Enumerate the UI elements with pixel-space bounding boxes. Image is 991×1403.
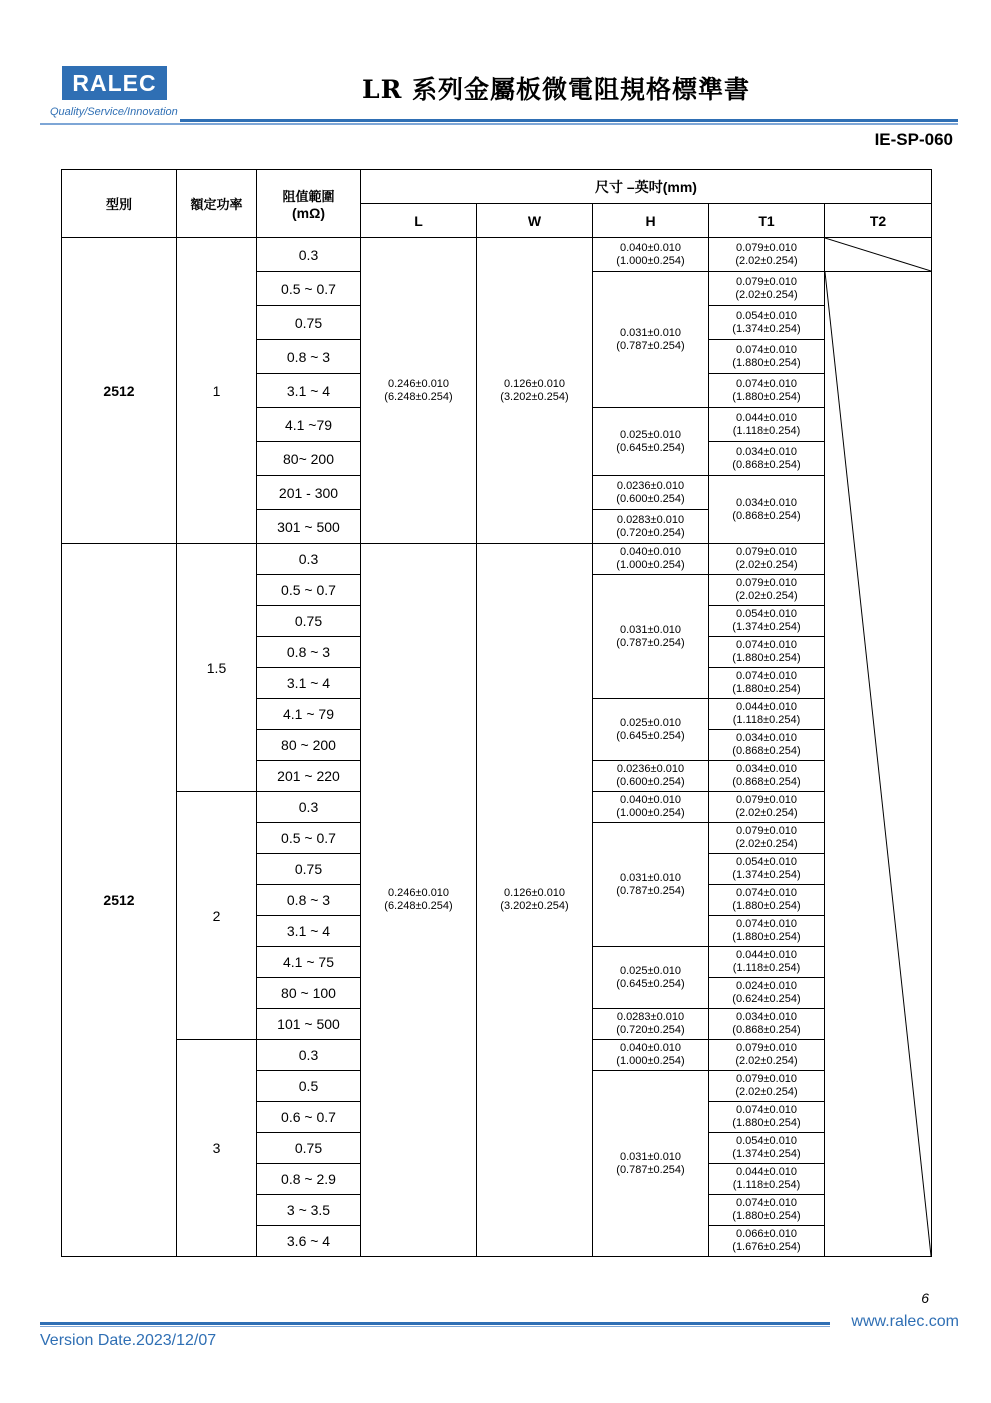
H-cell [593,947,709,1009]
H-mm: (1.000±0.254) [616,807,685,819]
H-mm: (0.720±0.254) [616,526,685,539]
header-range-unit: (mΩ) [292,205,325,221]
T1-cell [709,730,825,761]
footer-rule [40,1322,830,1325]
range-cell: 4.1 ~ 79 [257,699,361,730]
range-cell: 3.1 ~ 4 [257,374,361,408]
range-cell: 0.8 ~ 3 [257,885,361,916]
T1-inch: 0.054±0.010 [735,608,798,620]
T1-mm: (2.02±0.254) [735,590,798,602]
H-cell [593,272,709,408]
T2-na-cell [825,238,932,272]
H-cell [593,510,709,544]
T1-inch: 0.054±0.010 [735,309,798,322]
W-mm: (3.202±0.254) [500,900,569,912]
T1-cell [709,668,825,699]
T1-mm: (1.118±0.254) [732,962,801,974]
range-cell: 3.1 ~ 4 [257,916,361,947]
H-inch: 0.0283±0.010 [616,513,685,526]
T1-mm: (1.880±0.254) [732,390,801,403]
T1-inch: 0.079±0.010 [735,1042,798,1054]
T1-cell [709,699,825,730]
T1-mm: (1.676±0.254) [732,1241,801,1253]
T1-inch: 0.074±0.010 [735,377,798,390]
T1-inch: 0.054±0.010 [735,1135,798,1147]
T1-cell [709,1009,825,1040]
T1-cell [709,854,825,885]
T1-inch: 0.079±0.010 [735,794,798,806]
H-cell [593,1009,709,1040]
T1-mm: (0.868±0.254) [732,745,801,757]
H-inch: 0.031±0.010 [619,326,682,339]
T1-inch: 0.034±0.010 [735,445,798,458]
range-cell: 4.1 ~ 75 [257,947,361,978]
T1-cell [709,1164,825,1195]
T1-inch: 0.034±0.010 [735,763,798,775]
model-cell: 2512 [62,238,177,544]
spec-table [61,169,932,1257]
T1-mm: (1.880±0.254) [732,931,801,943]
T1-inch: 0.079±0.010 [735,577,798,589]
T1-mm: (0.868±0.254) [732,1024,801,1036]
H-inch: 0.0236±0.010 [616,479,685,492]
T1-cell [709,761,825,792]
T1-cell [709,606,825,637]
range-cell: 0.8 ~ 3 [257,340,361,374]
L-cell [361,238,477,544]
H-cell [593,408,709,476]
H-inch: 0.031±0.010 [619,623,682,636]
range-cell: 80~ 200 [257,442,361,476]
T1-inch: 0.074±0.010 [735,887,798,899]
header-row-1 [62,170,932,204]
W-mm: (3.202±0.254) [500,390,569,403]
T1-cell [709,978,825,1009]
H-mm: (0.787±0.254) [616,884,685,897]
T1-mm: (1.880±0.254) [732,1117,801,1129]
T1-inch: 0.074±0.010 [735,343,798,356]
range-cell: 80 ~ 200 [257,730,361,761]
range-cell: 0.8 ~ 3 [257,637,361,668]
T1-mm: (1.880±0.254) [732,900,801,912]
H-cell [593,823,709,947]
T1-mm: (1.880±0.254) [732,652,801,664]
T1-mm: (0.868±0.254) [732,458,801,471]
header-H: H [593,204,709,238]
range-cell: 0.75 [257,606,361,637]
H-mm: (1.000±0.254) [616,254,685,267]
power-cell: 1.5 [177,544,257,792]
H-cell [593,544,709,575]
H-cell [593,792,709,823]
W-inch: 0.126±0.010 [503,377,566,390]
version-date: Version Date.2023/12/07 [40,1332,217,1349]
H-mm: (0.645±0.254) [616,441,685,454]
T1-mm: (2.02±0.254) [735,288,798,301]
H-inch: 0.040±0.010 [619,241,682,254]
T1-mm: (0.624±0.254) [732,993,801,1005]
document-code: IE-SP-060 [874,130,953,149]
logo-tagline: Quality/Service/Innovation [50,106,178,118]
T1-mm: (2.02±0.254) [735,559,798,571]
header-W: W [477,204,593,238]
range-cell: 0.3 [257,544,361,575]
H-inch: 0.031±0.010 [619,871,682,884]
range-cell: 201 - 300 [257,476,361,510]
header-L: L [361,204,477,238]
H-inch: 0.025±0.010 [619,428,682,441]
H-inch: 0.040±0.010 [619,546,682,558]
range-cell: 101 ~ 500 [257,1009,361,1040]
ralec-logo: RALEC [62,66,167,100]
H-mm: (0.787±0.254) [616,636,685,649]
T2-na-slash [825,272,931,1256]
model-cell: 2512 [62,544,177,1257]
range-cell: 0.75 [257,854,361,885]
range-cell: 0.3 [257,1040,361,1071]
T2-na-cell [825,272,932,1257]
T1-mm: (1.374±0.254) [732,869,801,881]
T1-mm: (1.118±0.254) [732,714,801,726]
H-cell [593,1040,709,1071]
H-mm: (1.000±0.254) [616,559,685,571]
T1-inch: 0.074±0.010 [735,670,798,682]
range-cell: 0.3 [257,238,361,272]
website-link[interactable]: www.ralec.com [851,1313,959,1330]
T1-cell [709,1226,825,1257]
T1-cell [709,476,825,544]
range-cell: 0.3 [257,792,361,823]
H-cell [593,1071,709,1257]
T1-mm: (1.880±0.254) [732,1210,801,1222]
T1-mm: (1.374±0.254) [732,621,801,633]
H-mm: (0.600±0.254) [616,492,685,505]
T1-cell [709,544,825,575]
header-T1: T1 [709,204,825,238]
H-cell [593,238,709,272]
T1-inch: 0.044±0.010 [735,1166,798,1178]
T1-cell [709,637,825,668]
T1-cell [709,947,825,978]
header-rule-thin [40,123,958,125]
T1-mm: (1.880±0.254) [732,356,801,369]
header-range [257,170,361,238]
T1-inch: 0.074±0.010 [735,639,798,651]
H-mm: (0.720±0.254) [616,1024,685,1036]
H-inch: 0.0236±0.010 [616,763,685,775]
range-cell: 301 ~ 500 [257,510,361,544]
L-mm: (6.248±0.254) [384,390,453,403]
footer-rule-thin [40,1326,830,1327]
T1-inch: 0.079±0.010 [735,275,798,288]
T1-mm: (2.02±0.254) [735,838,798,850]
range-cell: 0.5 ~ 0.7 [257,272,361,306]
T1-cell [709,575,825,606]
H-inch: 0.025±0.010 [619,964,682,977]
T1-mm: (1.880±0.254) [732,683,801,695]
header-T2: T2 [825,204,932,238]
T1-cell [709,1071,825,1102]
H-cell [593,699,709,761]
T1-inch: 0.044±0.010 [735,411,798,424]
L-cell [361,544,477,1257]
range-cell: 201 ~ 220 [257,761,361,792]
T1-cell [709,916,825,947]
range-cell: 80 ~ 100 [257,978,361,1009]
H-mm: (0.645±0.254) [616,977,685,990]
header-rule [180,119,958,122]
T1-cell [709,340,825,374]
range-cell: 3.1 ~ 4 [257,668,361,699]
T1-inch: 0.074±0.010 [735,1197,798,1209]
range-cell: 0.8 ~ 2.9 [257,1164,361,1195]
T1-mm: (1.374±0.254) [732,322,801,335]
T1-inch: 0.079±0.010 [735,546,798,558]
L-mm: (6.248±0.254) [384,900,453,912]
power-cell: 2 [177,792,257,1040]
T1-cell [709,374,825,408]
power-cell: 1 [177,238,257,544]
T1-cell [709,1133,825,1164]
range-cell: 0.5 [257,1071,361,1102]
T1-cell [709,1040,825,1071]
range-cell: 0.75 [257,306,361,340]
T1-mm: (2.02±0.254) [735,1086,798,1098]
header-model: 型別 [62,170,177,238]
W-cell [477,544,593,1257]
H-mm: (1.000±0.254) [616,1055,685,1067]
W-inch: 0.126±0.010 [503,887,566,899]
H-cell [593,476,709,510]
T1-inch: 0.044±0.010 [735,701,798,713]
T1-cell [709,306,825,340]
T1-inch: 0.066±0.010 [735,1228,798,1240]
T1-cell [709,823,825,854]
T1-mm: (0.868±0.254) [732,509,801,522]
T1-cell [709,885,825,916]
T1-mm: (2.02±0.254) [735,1055,798,1067]
range-cell: 0.6 ~ 0.7 [257,1102,361,1133]
T1-cell [709,238,825,272]
T1-inch: 0.044±0.010 [735,949,798,961]
T1-mm: (2.02±0.254) [735,254,798,267]
T1-cell [709,442,825,476]
T1-cell [709,792,825,823]
H-mm: (0.645±0.254) [616,729,685,742]
H-inch: 0.040±0.010 [619,1042,682,1054]
power-cell: 3 [177,1040,257,1257]
table-row [62,544,932,575]
range-cell: 0.5 ~ 0.7 [257,575,361,606]
H-inch: 0.0283±0.010 [616,1011,685,1023]
T1-cell [709,1195,825,1226]
H-mm: (0.787±0.254) [616,1163,685,1176]
T1-mm: (1.374±0.254) [732,1148,801,1160]
W-cell [477,238,593,544]
table-row [62,238,932,272]
T1-inch: 0.034±0.010 [735,1011,798,1023]
L-inch: 0.246±0.010 [387,887,450,899]
T2-na-slash [825,238,931,271]
H-mm: (0.600±0.254) [616,776,685,788]
H-cell [593,761,709,792]
T1-mm: (1.118±0.254) [732,424,801,437]
T1-inch: 0.034±0.010 [735,496,798,509]
T1-inch: 0.034±0.010 [735,732,798,744]
T1-mm: (2.02±0.254) [735,807,798,819]
T1-inch: 0.074±0.010 [735,918,798,930]
T1-mm: (0.868±0.254) [732,776,801,788]
header-power: 額定功率 [177,170,257,238]
range-cell: 3.6 ~ 4 [257,1226,361,1257]
T1-mm: (1.118±0.254) [732,1179,801,1191]
range-cell: 0.5 ~ 0.7 [257,823,361,854]
range-cell: 4.1 ~79 [257,408,361,442]
T1-inch: 0.054±0.010 [735,856,798,868]
range-cell: 0.75 [257,1133,361,1164]
T1-inch: 0.079±0.010 [735,825,798,837]
document-title: LR 系列金屬板微電阻規格標準書 [362,75,751,104]
T1-inch: 0.074±0.010 [735,1104,798,1116]
H-mm: (0.787±0.254) [616,339,685,352]
T1-inch: 0.079±0.010 [735,241,798,254]
H-inch: 0.040±0.010 [619,794,682,806]
H-inch: 0.025±0.010 [619,716,682,729]
T1-cell [709,272,825,306]
T1-cell [709,1102,825,1133]
H-cell [593,575,709,699]
T1-cell [709,408,825,442]
L-inch: 0.246±0.010 [387,377,450,390]
range-cell: 3 ~ 3.5 [257,1195,361,1226]
page-number: 6 [921,1290,929,1306]
header-dimensions: 尺寸 –英吋(mm) [361,170,932,204]
H-inch: 0.031±0.010 [619,1150,682,1163]
T1-inch: 0.024±0.010 [735,980,798,992]
T1-inch: 0.079±0.010 [735,1073,798,1085]
header-range-label: 阻值範圍 [282,190,335,205]
